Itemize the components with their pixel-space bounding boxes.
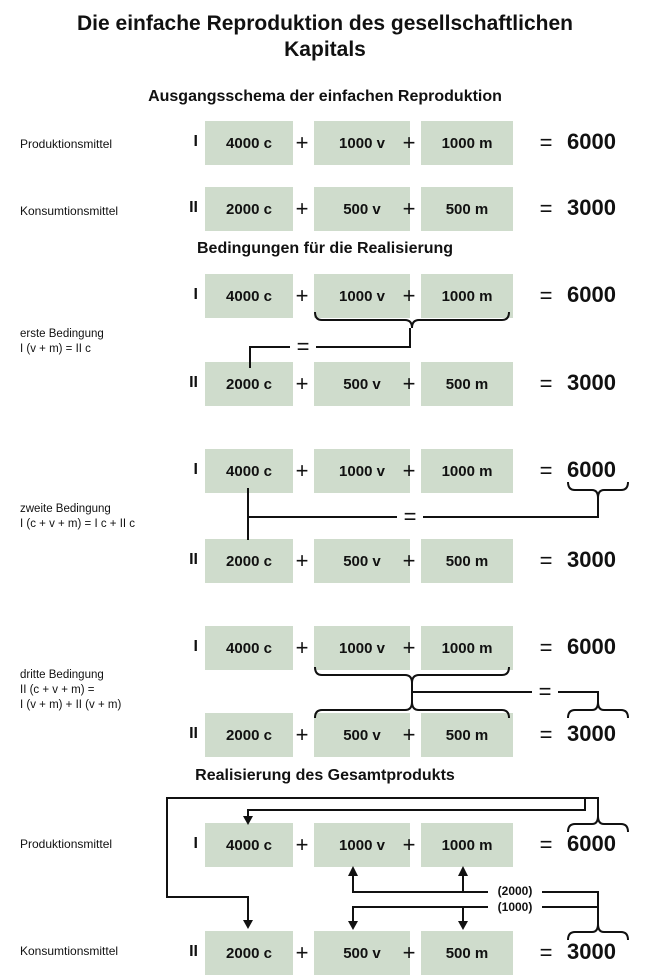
plus-sign: + xyxy=(295,458,309,483)
row-numeral: I xyxy=(193,461,198,478)
arrowhead-up-i-m xyxy=(458,866,468,876)
row-total: 3000 xyxy=(567,195,616,220)
brace-dritte-i-vm xyxy=(315,667,509,683)
arrowhead-down-ii-v xyxy=(348,921,358,930)
v-value-box: 1000 v xyxy=(314,449,410,493)
m-value-box: 500 m xyxy=(421,713,513,757)
c-value-box: 4000 c xyxy=(205,121,293,165)
flow-outer-top xyxy=(248,798,585,818)
v-value-box: 500 v xyxy=(314,931,410,975)
flow-1000 xyxy=(353,907,598,923)
plus-sign: + xyxy=(402,458,416,483)
row-numeral: I xyxy=(193,835,198,852)
section-title-ausgangsschema: Ausgangsschema der einfachen Reproduktion xyxy=(148,88,502,105)
m-value-box: 500 m xyxy=(421,187,513,231)
row-total: 6000 xyxy=(567,129,616,154)
link-erste xyxy=(250,328,410,368)
c-value-box: 2000 c xyxy=(205,187,293,231)
condition-erste-formula: I (v + m) = II c xyxy=(20,343,91,355)
row-numeral: I xyxy=(193,638,198,655)
plus-sign: + xyxy=(402,722,416,747)
row-total: 6000 xyxy=(567,457,616,482)
equals-sign: = xyxy=(539,832,553,857)
arrowhead-bottom-ii-c xyxy=(243,920,253,929)
brace-dritte-ii-vm xyxy=(315,702,509,718)
row-numeral: II xyxy=(189,199,198,216)
flow-1000-label: (1000) xyxy=(497,900,533,914)
row-numeral: I xyxy=(193,286,198,303)
page-title-line1: Die einfache Reproduktion des gesellschaftlichen xyxy=(77,12,573,35)
plus-sign: + xyxy=(402,548,416,573)
v-value-box: 500 v xyxy=(314,539,410,583)
section-title-realisierung: Realisierung des Gesamtprodukts xyxy=(195,767,455,784)
row-total: 3000 xyxy=(567,721,616,746)
c-value-box: 2000 c xyxy=(205,362,293,406)
v-value-box: 1000 v xyxy=(314,823,410,867)
row-total: 6000 xyxy=(567,282,616,307)
equals-erste: = xyxy=(296,334,310,359)
equals-zweite: = xyxy=(403,504,417,529)
page-title-line2: Kapitals xyxy=(284,38,366,61)
condition-zweite-formula: I (c + v + m) = I c + II c xyxy=(20,518,136,530)
m-value-box: 500 m xyxy=(421,931,513,975)
plus-sign: + xyxy=(295,196,309,221)
equals-sign: = xyxy=(539,130,553,155)
equals-sign: = xyxy=(539,635,553,660)
v-value-box: 1000 v xyxy=(314,626,410,670)
plus-sign: + xyxy=(402,196,416,221)
row-numeral: II xyxy=(189,943,198,960)
m-value-box: 1000 m xyxy=(421,121,513,165)
plus-sign: + xyxy=(402,940,416,965)
row-numeral: II xyxy=(189,551,198,568)
row-numeral: II xyxy=(189,374,198,391)
arrowhead-up-i-v xyxy=(348,866,358,876)
condition-dritte-formula-line2: I (v + m) + II (v + m) xyxy=(20,699,122,711)
flow-2000-label: (2000) xyxy=(497,884,533,898)
c-value-box: 4000 c xyxy=(205,449,293,493)
equals-sign: = xyxy=(539,458,553,483)
row-total: 3000 xyxy=(567,370,616,395)
equals-sign: = xyxy=(539,722,553,747)
v-value-box: 500 v xyxy=(314,187,410,231)
equals-sign: = xyxy=(539,940,553,965)
equals-sign: = xyxy=(539,548,553,573)
plus-sign: + xyxy=(295,283,309,308)
plus-sign: + xyxy=(402,283,416,308)
equals-sign: = xyxy=(539,283,553,308)
brace-zweite-total xyxy=(568,482,628,498)
plus-sign: + xyxy=(295,722,309,747)
m-value-box: 1000 m xyxy=(421,449,513,493)
row-label-produktionsmittel-realisierung: Produktionsmittel xyxy=(20,837,113,851)
condition-erste-title: erste Bedingung xyxy=(20,328,104,340)
plus-sign: + xyxy=(402,832,416,857)
v-value-box: 500 v xyxy=(314,713,410,757)
condition-dritte-formula-line1: II (c + v + m) = xyxy=(20,684,95,696)
m-value-box: 1000 m xyxy=(421,626,513,670)
m-value-box: 1000 m xyxy=(421,823,513,867)
row-label-konsumtionsmittel: Konsumtionsmittel xyxy=(20,204,119,218)
v-value-box: 1000 v xyxy=(314,121,410,165)
row-total: 6000 xyxy=(567,831,616,856)
equals-dritte: = xyxy=(538,679,552,704)
arrowhead-down-ii-m xyxy=(458,921,468,930)
condition-zweite-title: zweite Bedingung xyxy=(20,503,111,515)
plus-sign: + xyxy=(295,940,309,965)
c-value-box: 2000 c xyxy=(205,931,293,975)
v-value-box: 1000 v xyxy=(314,274,410,318)
brace-real-total-ii xyxy=(568,924,628,940)
row-label-konsumtionsmittel-realisierung: Konsumtionsmittel xyxy=(20,944,119,958)
plus-sign: + xyxy=(402,635,416,660)
section-title-bedingungen: Bedingungen für die Realisierung xyxy=(196,240,454,257)
flow-2000 xyxy=(353,874,598,924)
condition-dritte-title: dritte Bedingung xyxy=(20,669,104,681)
plus-sign: + xyxy=(402,371,416,396)
link-dritte xyxy=(412,683,598,702)
m-value-box: 500 m xyxy=(421,362,513,406)
row-total: 3000 xyxy=(567,547,616,572)
plus-sign: + xyxy=(295,130,309,155)
m-value-box: 500 m xyxy=(421,539,513,583)
c-value-box: 4000 c xyxy=(205,823,293,867)
plus-sign: + xyxy=(295,548,309,573)
equals-sign: = xyxy=(539,371,553,396)
c-value-box: 2000 c xyxy=(205,539,293,583)
row-numeral: II xyxy=(189,725,198,742)
brace-real-total-i xyxy=(568,816,628,832)
arrowhead-top-i-c xyxy=(243,816,253,825)
plus-sign: + xyxy=(295,371,309,396)
c-value-box: 2000 c xyxy=(205,713,293,757)
plus-sign: + xyxy=(402,130,416,155)
row-label-produktionsmittel: Produktionsmittel xyxy=(20,137,113,151)
m-value-box: 1000 m xyxy=(421,274,513,318)
c-value-box: 4000 c xyxy=(205,274,293,318)
plus-sign: + xyxy=(295,635,309,660)
brace-erste-i-vm xyxy=(315,312,509,328)
equals-sign: = xyxy=(539,196,553,221)
v-value-box: 500 v xyxy=(314,362,410,406)
row-total: 6000 xyxy=(567,634,616,659)
plus-sign: + xyxy=(295,832,309,857)
c-value-box: 4000 c xyxy=(205,626,293,670)
row-numeral: I xyxy=(193,133,198,150)
brace-dritte-total xyxy=(568,702,628,718)
row-total: 3000 xyxy=(567,939,616,964)
